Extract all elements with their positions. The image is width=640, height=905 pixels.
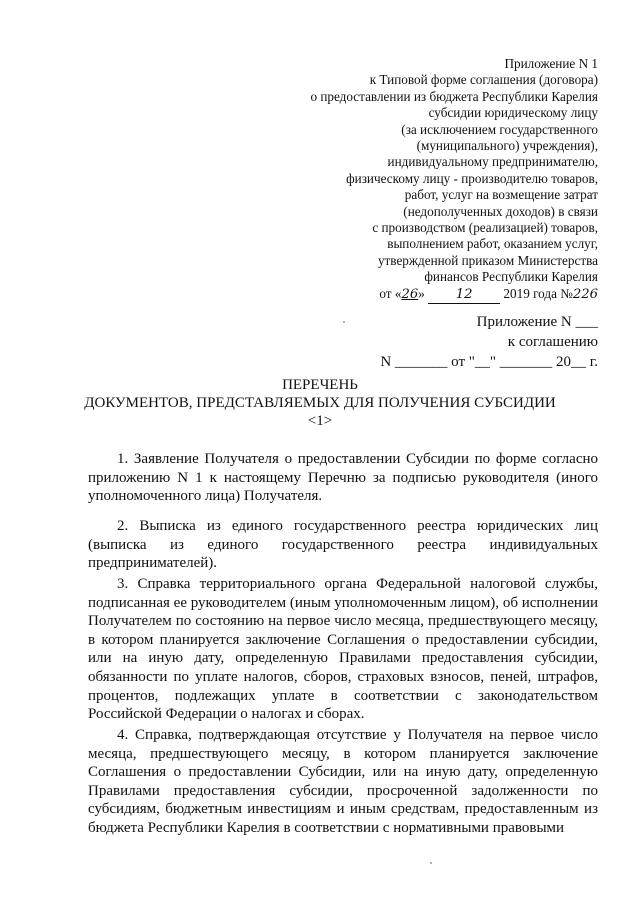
title-line: ДОКУМЕНТОВ, ПРЕДСТАВЛЯЕМЫХ ДЛЯ ПОЛУЧЕНИЯ СУБСИДИИ [84,395,556,411]
paragraph-1: 1. Заявление Получателя о предоставлении Субсидии по форме согласно приложению N 1 к настоящему Перечню за подписью руководителя (иного уполномоченного лица) Получателя. [88,451,598,505]
order-date-line: от «26» 12 2019 года №226 [278,286,598,304]
paragraph-2: 2. Выписка из единого государственного реестра юридических лиц (выписка из единого государственного реестра индивидуальных предпринимателей). [88,518,598,572]
header-line: к Типовой форме соглашения (договора) [369,72,598,88]
handwritten-day: 26 [401,286,419,302]
handwritten-number: 226 [572,286,598,302]
header-line: (за исключением государственного [401,121,598,137]
scan-speck [430,862,432,864]
header-line: субсидии юридическому лицу [428,105,598,121]
header-line: о предоставлении из бюджета Республики Карелия [310,88,598,104]
appendix-line: N _______ от "__" _______ 20__ г. [380,354,598,370]
header-line: физическому лицу - производителю товаров, [346,170,598,186]
header-line: работ, услуг на возмещение затрат [404,187,598,203]
paragraph-3: 3. Справка территориального органа Федеральной налоговой службы, подписанная ее руководителем (иным уполномоченным лицом), об исполнении Получателем по состоянию на первое число месяца, предшествующего месяцу, в котором планируется заключение Соглашения о предоставлении субсидии, или на иную дату, определенную Правилами предоставления субсидии, обязанности по уплате налогов, сборов, страховых взносов, пеней, штрафов, процентов, подлежащих уплате в соответствии с законодательством Российской Федерации о налогах и сборах. [88,576,598,723]
header-line: финансов Республики Карелия [424,269,598,285]
footnote-ref: <1> [307,413,333,429]
header-line: индивидуальному предпринимателю, [387,154,598,170]
header-line: (муниципального) учреждения), [416,138,598,154]
document-title [40,376,600,430]
appendix-line: Приложение N ___ [476,314,598,330]
header-attachment-note [278,56,598,304]
appendix-line: к соглашению [507,334,598,350]
header-line: выполнением работ, оказанием услуг, [387,236,598,252]
header-line: с производством (реализацией) товаров, [372,220,598,236]
header-line: утвержденной приказом Министерства [377,252,598,268]
title-line: ПЕРЕЧЕНЬ [282,377,358,393]
handwritten-month: 12 [428,287,500,304]
header-line: Приложение N 1 [504,56,598,71]
header-line: (недополученных доходов) в связи [403,203,598,219]
appendix-reference [298,312,598,372]
paragraph-4: 4. Справка, подтверждающая отсутствие у Получателя на первое число месяца, предшествующего месяцу, в котором планируется заключение Соглашения о предоставлении Субсидии, или на иную дату, определенную Правилами предоставления субсидии, просроченной задолженности по субсидиям, бюджетным инвестициям и иным средствам, предоставленным из бюджета Республики Карелия в соответствии с нормативными правовыми [88,727,598,836]
